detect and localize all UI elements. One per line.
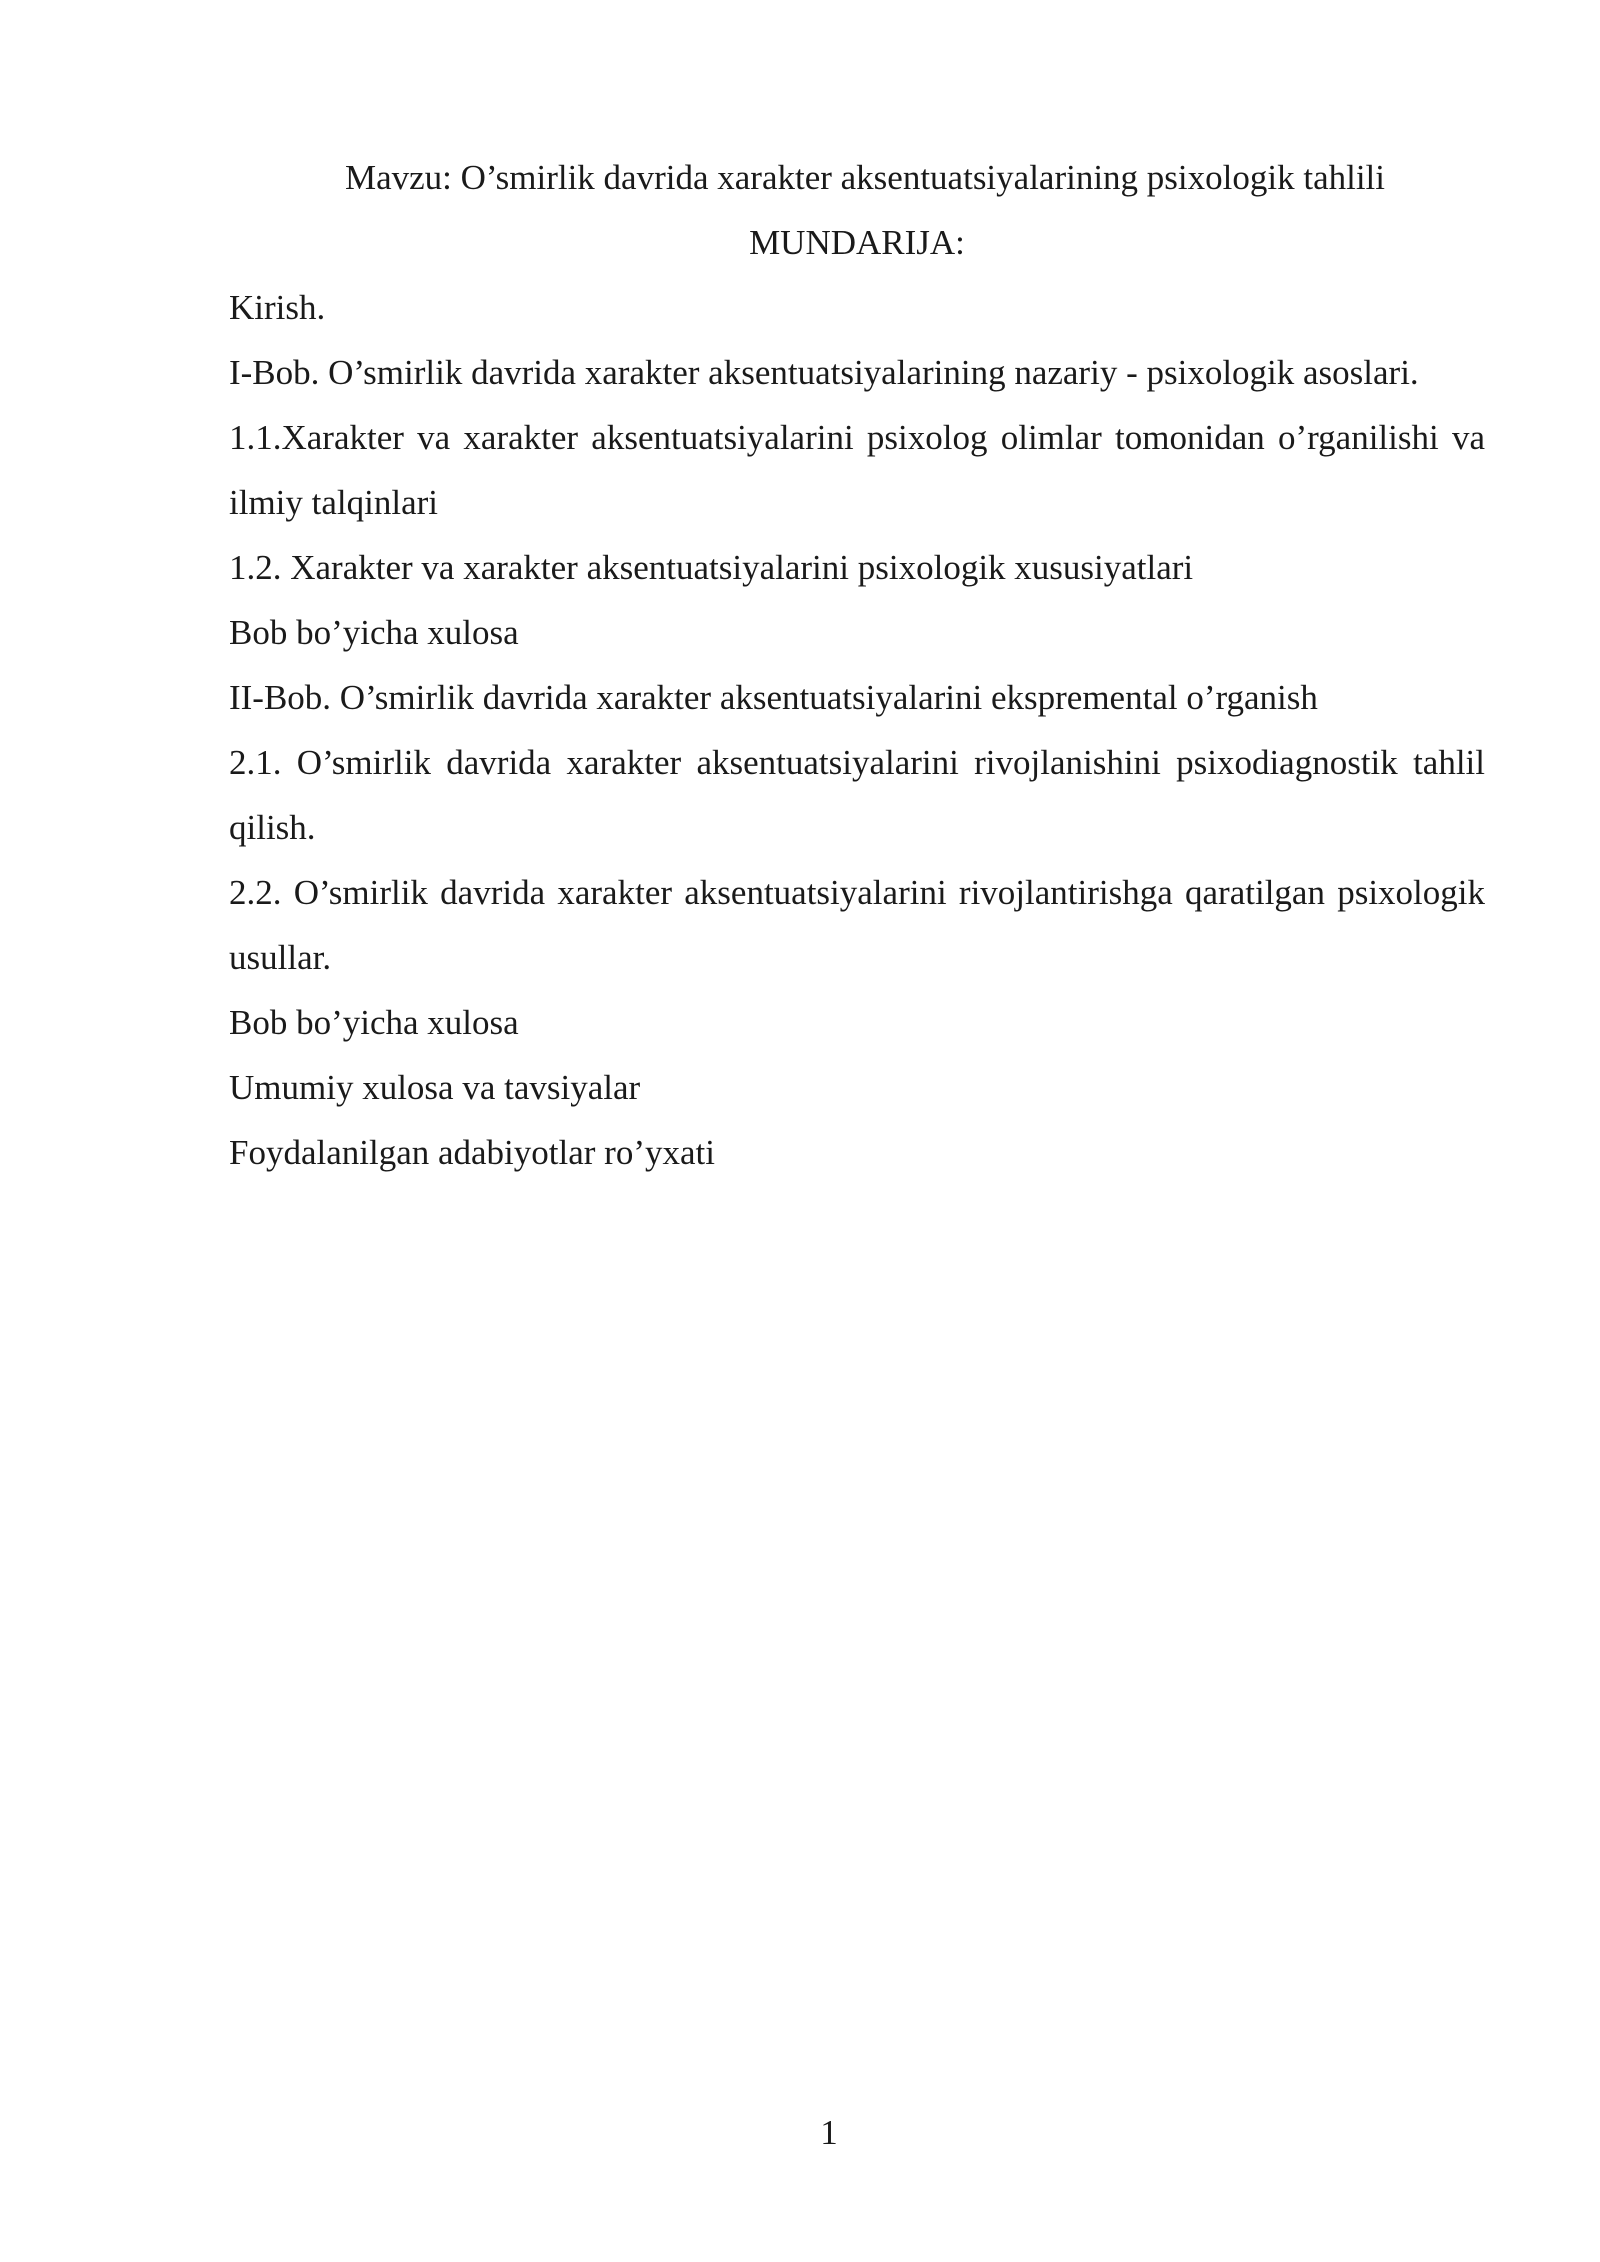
page-content: [229, 145, 1485, 1185]
page-number: 1: [820, 2113, 838, 2152]
toc-item-chapter-2: II-Bob. O’smirlik davrida xarakter aksentuatsiyalarini ekspremental o’rganish: [229, 678, 1318, 717]
toc-item-section-2-1: 2.1. O’smirlik davrida xarakter aksentuatsiyalarini rivojlanishini psixodiagnostik tahlil qilish.: [229, 743, 1485, 847]
toc-heading: MUNDARIJA:: [749, 223, 965, 262]
toc-item-chapter-2-conclusion: Bob bo’yicha xulosa: [229, 1003, 519, 1042]
toc-item-introduction: Kirish.: [229, 288, 326, 327]
document-title: Mavzu: O’smirlik davrida xarakter aksentuatsiyalarining psixologik tahlili: [344, 158, 1386, 197]
toc-item-chapter-1: I-Bob. O’smirlik davrida xarakter aksentuatsiyalarining nazariy - psixologik asoslari.: [229, 353, 1419, 392]
toc-item-chapter-1-conclusion: Bob bo’yicha xulosa: [229, 613, 519, 652]
toc-item-general-conclusion: Umumiy xulosa va tavsiyalar: [229, 1068, 641, 1107]
toc-item-section-1-2: 1.2. Xarakter va xarakter aksentuatsiyalarini psixologik xususiyatlari: [229, 548, 1194, 587]
toc-item-section-1-1: 1.1.Xarakter va xarakter aksentuatsiyalarini psixolog olimlar tomonidan o’rganilishi va ilmiy talqinlari: [229, 418, 1485, 522]
toc-item-references: Foydalanilgan adabiyotlar ro’yxati: [229, 1133, 715, 1172]
table-of-contents: [229, 275, 1485, 1185]
toc-item-section-2-2: 2.2. O’smirlik davrida xarakter aksentuatsiyalarini rivojlantirishga qaratilgan psixologik usullar.: [229, 873, 1485, 977]
